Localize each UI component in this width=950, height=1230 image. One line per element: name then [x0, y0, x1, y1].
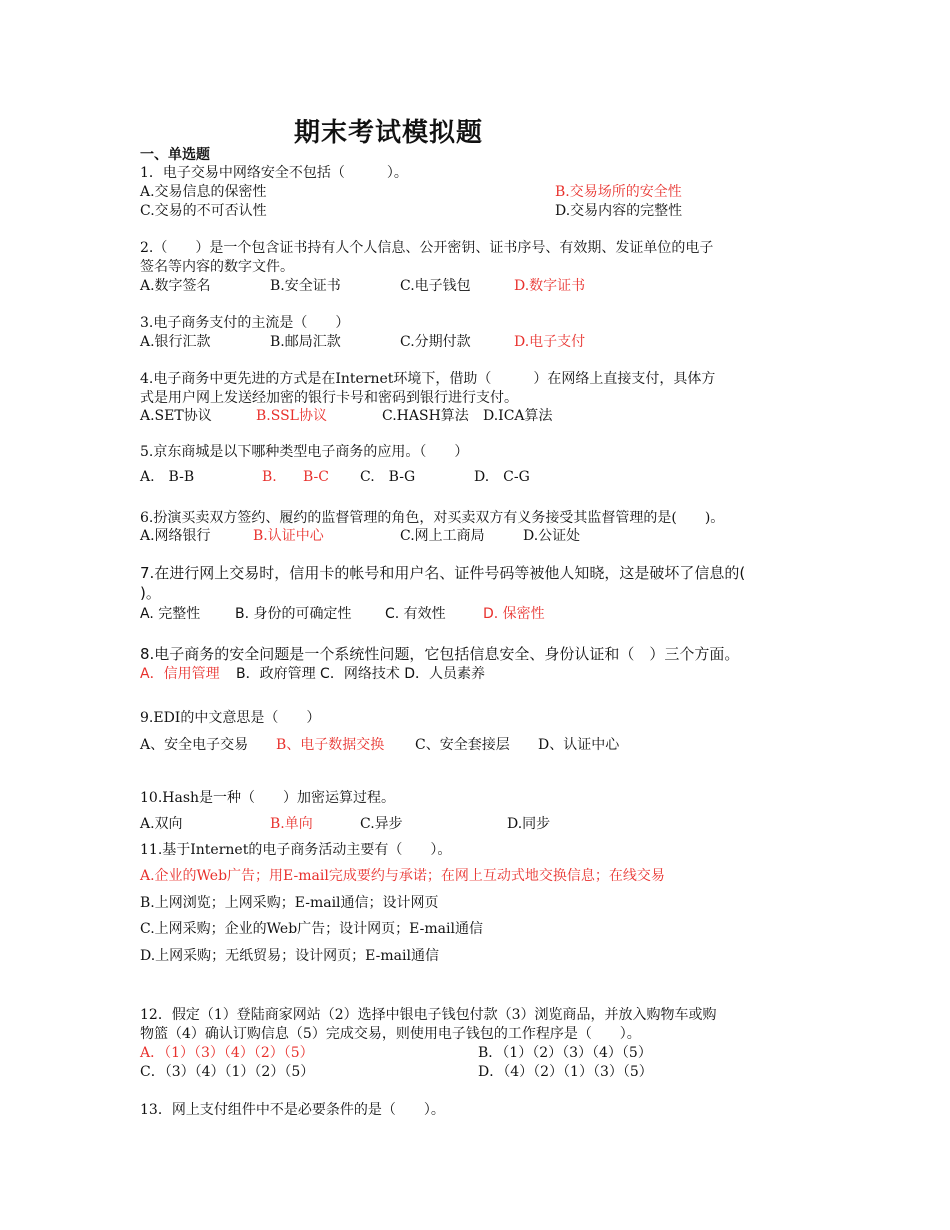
q7-option-d-answer: D. 保密性: [483, 606, 545, 622]
q12-option-b: B．（1）（2）（3）（4）（5）: [478, 1045, 652, 1061]
q9-option-c: C、安全套接层: [415, 737, 510, 753]
q12-option-d: D．（4）（2）（1）（3）（5）: [478, 1064, 653, 1080]
question-10-stem: 10.Hash是一种（ ）加密运算过程。: [140, 790, 396, 806]
q1-option-b-answer: B.交易场所的安全性: [555, 184, 682, 200]
q5-option-b-value-answer: B-C: [303, 469, 329, 485]
question-2-stem-line1: 2.（ ）是一个包含证书持有人个人信息、公开密钥、证书序号、有效期、发证单位的电子: [140, 240, 714, 256]
question-7-stem-line1: 7.在进行网上交易时，信用卡的帐号和用户名、证件号码等被他人知晓，这是破坏了信息的(: [140, 564, 746, 582]
q10-option-d: D.同步: [507, 816, 551, 832]
q12-option-c: C．（3）（4）（1）（2）（5）: [140, 1064, 315, 1080]
q10-option-c: C.异步: [360, 816, 403, 832]
q6-option-d: D.公证处: [523, 528, 581, 544]
q5-option-a: A. B-B: [140, 469, 195, 485]
question-3-stem: 3.电子商务支付的主流是（ ）: [140, 315, 350, 331]
q4-option-c: C.HASH算法: [382, 408, 469, 424]
q5-option-b-label-answer: B.: [262, 469, 277, 485]
q8-options-bcd: B．政府管理 C．网络技术 D．人员素养: [236, 666, 486, 682]
question-5-stem: 5.京东商城是以下哪种类型电子商务的应用。（ ）: [140, 444, 469, 460]
q6-option-a: A.网络银行: [140, 528, 211, 544]
question-11-stem: 11.基于Internet的电子商务活动主要有（ ）。: [140, 842, 452, 858]
q2-option-a: A.数字签名: [140, 278, 211, 294]
q1-option-a: A.交易信息的保密性: [140, 184, 267, 200]
q10-option-a: A.双向: [140, 816, 183, 832]
q2-option-d-answer: D.数字证书: [514, 278, 586, 294]
q9-option-b-answer: B、电子数据交换: [276, 737, 385, 753]
q4-option-d: D.ICA算法: [483, 408, 553, 424]
question-7-stem-line2: )。: [140, 584, 161, 602]
question-12-stem-line2: 物篮（4）确认订购信息（5）完成交易，则使用电子钱包的工作程序是（ ）。: [140, 1026, 641, 1042]
q7-option-c: C. 有效性: [385, 606, 446, 622]
section-heading: 一、单选题: [140, 147, 210, 163]
q5-option-c: C. B-G: [360, 469, 416, 485]
q12-option-a-answer: A．（1）（3）（4）（2）（5）: [140, 1045, 314, 1061]
q9-option-a: A、安全电子交易: [140, 737, 249, 753]
q3-option-b: B.邮局汇款: [270, 334, 341, 350]
q4-option-b-answer: B.SSL协议: [256, 408, 327, 424]
q4-option-a: A.SET协议: [140, 408, 212, 424]
q1-option-c: C.交易的不可否认性: [140, 203, 267, 219]
q11-option-c: C.上网采购；企业的Web广告；设计网页；E-mail通信: [140, 921, 483, 937]
q3-option-a: A.银行汇款: [140, 334, 211, 350]
question-6-stem: 6.扮演买卖双方签约、履约的监督管理的角色，对买卖双方有义务接受其监督管理的是( )。: [140, 510, 725, 526]
question-2-stem-line2: 签名等内容的数字文件。: [140, 259, 294, 275]
question-13-stem: 13．网上支付组件中不是必要条件的是（ ）。: [140, 1102, 445, 1118]
q1-option-d: D.交易内容的完整性: [555, 203, 683, 219]
q5-option-d: D. C-G: [474, 469, 530, 485]
q11-option-d: D.上网采购；无纸贸易；设计网页；E-mail通信: [140, 948, 439, 964]
page-title: 期末考试模拟题: [294, 118, 484, 148]
q2-option-c: C.电子钱包: [400, 278, 471, 294]
question-9-stem: 9.EDI的中文意思是（ ）: [140, 710, 321, 726]
q11-option-b: B.上网浏览；上网采购；E-mail通信；设计网页: [140, 895, 439, 911]
q7-option-a: A. 完整性: [140, 606, 201, 622]
question-12-stem-line1: 12．假定（1）登陆商家网站（2）选择中银电子钱包付款（3）浏览商品，并放入购物车或购: [140, 1007, 717, 1023]
question-1-stem: 1．电子交易中网络安全不包括（ ）。: [140, 165, 408, 181]
question-4-stem-line2: 式是用户网上发送经加密的银行卡号和密码到银行进行支付。: [140, 390, 518, 406]
question-4-stem-line1: 4.电子商务中更先进的方式是在Internet环境下，借助（ ）在网络上直接支付，具体方: [140, 371, 716, 387]
q2-option-b: B.安全证书: [270, 278, 341, 294]
q3-option-d-answer: D.电子支付: [514, 334, 586, 350]
q10-option-b-answer: B.单向: [270, 816, 313, 832]
q6-option-b-answer: B.认证中心: [253, 528, 324, 544]
q8-option-a-answer: A．信用管理: [140, 666, 220, 682]
q11-option-a-answer: A.企业的Web广告；用E-mail完成要约与承诺；在网上互动式地交换信息；在线交易: [140, 868, 665, 884]
q6-option-c: C.网上工商局: [400, 528, 485, 544]
q9-option-d: D、认证中心: [538, 737, 620, 753]
q3-option-c: C.分期付款: [400, 334, 471, 350]
q7-option-b: B. 身份的可确定性: [235, 606, 352, 622]
question-8-stem: 8.电子商务的安全问题是一个系统性问题，它包括信息安全、身份认证和（ ）三个方面。: [140, 645, 740, 663]
